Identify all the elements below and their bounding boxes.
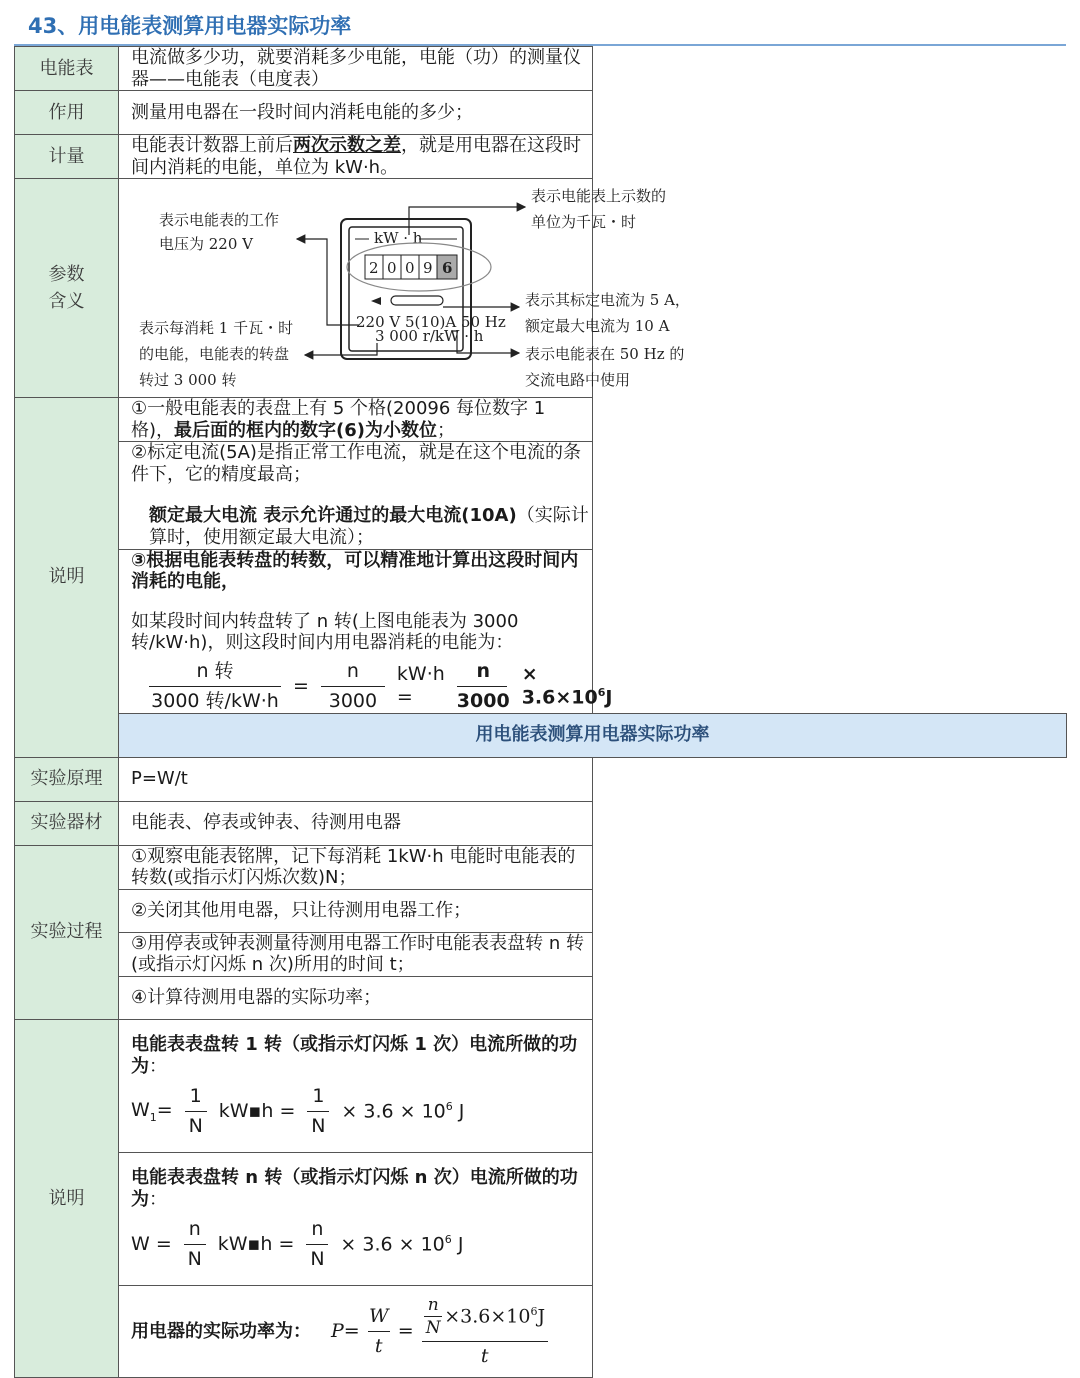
note-3-post: （实际计算时，使用额定最大电流）；	[149, 505, 589, 548]
row-note-3	[15, 549, 1067, 713]
note-3-bold: 额定最大电流 表示允许通过的最大电流(10A)	[149, 505, 517, 527]
row-note-1	[15, 397, 1067, 441]
text-function: 测量用电器在一段时间内消耗电能的多少；	[119, 91, 593, 135]
row-measure	[15, 135, 1067, 179]
note-4-line: ③根据电能表转盘的转数，可以精准地计算出这段时间内消耗的电能，	[131, 549, 579, 593]
row-step-4	[15, 976, 1067, 1019]
row-note2-c	[15, 1285, 1067, 1377]
section-2-header	[15, 713, 1067, 757]
p-frac-1	[368, 1305, 390, 1358]
row-step-3	[15, 932, 1067, 976]
meter-diagram	[119, 179, 1065, 391]
digit-3: 9	[423, 259, 433, 278]
ann-left-top-1: 表示电能表的工作	[159, 211, 280, 230]
p-frac-1-num: W	[368, 1305, 389, 1328]
w-j: J	[451, 1233, 464, 1256]
w1-symbol: W	[131, 1098, 150, 1121]
formula-power	[331, 1295, 548, 1369]
w-exp: 6	[444, 1232, 452, 1246]
digit-0: 2	[369, 259, 379, 278]
meter-unit-label: kW · h	[374, 229, 423, 248]
row-principle	[15, 757, 1067, 801]
note-5-line: 如某段时间内转盘转了 n 转(上图电能表为 3000 转/kW·h)，则这段时间内用电器消耗的电能为：	[131, 610, 519, 654]
w1-frac-2-den: N	[311, 1114, 326, 1137]
frac-1	[149, 660, 281, 713]
spec-line-1: 220 V 5(10)A 50 Hz	[356, 313, 506, 332]
formula-w	[131, 1218, 592, 1271]
meter-diagram-cell	[119, 179, 690, 398]
p-symbol: P=	[331, 1319, 360, 1342]
w1-sub: 1	[149, 1110, 157, 1124]
ann-right-bot-2: 交流电路中使用	[525, 371, 631, 390]
frac-3	[457, 660, 510, 713]
row-note-2	[15, 442, 1067, 549]
formula-j: J	[605, 686, 613, 709]
ann-left-top-2: 电压为 220 V	[159, 235, 253, 254]
w-frac-1-num: n	[188, 1218, 201, 1241]
frac-1-num: n 转	[196, 659, 234, 682]
w-frac-2-den: N	[310, 1247, 325, 1270]
label-meter: 电能表	[15, 47, 119, 91]
digit-1: 0	[387, 259, 397, 278]
w-symbol: W =	[131, 1233, 172, 1256]
text-principle: P=W/t	[119, 757, 593, 801]
row-note2-a	[15, 1019, 1067, 1152]
label-params	[15, 179, 119, 398]
label-function: 作用	[15, 91, 119, 135]
p-tail: ×3.6×10	[444, 1305, 531, 1328]
section-2-title: 用电能表测算用电器实际功率	[119, 713, 1067, 757]
formula-tail: × 3.6×10	[521, 663, 598, 709]
ann-right-mid-2: 额定最大电流为 10 A	[525, 317, 670, 336]
w1-unit: kW▪h =	[218, 1100, 296, 1123]
label-notes-1: 说明	[15, 397, 119, 757]
w-tail: × 3.6 × 10	[340, 1233, 445, 1256]
p-j: J	[537, 1305, 546, 1328]
spec-line-2: 3 000 r/kW · h	[375, 327, 484, 346]
note-3	[119, 549, 613, 713]
measure-post: ，就是用电器在这段时间内消耗的电能，单位为 kW·h。	[131, 135, 581, 178]
w1-frac-1	[185, 1085, 207, 1138]
w1-frac-2-num: 1	[312, 1085, 325, 1108]
note2-a-colon: ：	[149, 1055, 167, 1077]
p-inner-frac	[424, 1295, 442, 1339]
label-params-2: 含义	[48, 291, 85, 313]
ann-left-bot-3: 转过 3 000 转	[139, 371, 237, 390]
w-frac-2-num: n	[311, 1218, 324, 1241]
w-frac-2	[306, 1218, 328, 1271]
w-frac-1	[184, 1218, 206, 1271]
ann-left-bot-2: 的电能，电能表的转盘	[139, 345, 290, 364]
formula-unit: kW·h =	[396, 663, 445, 709]
note2-a-title: 电能表表盘转 1 转（或指示灯闪烁 1 次）电流所做的功为	[131, 1033, 578, 1077]
digit-2: 0	[405, 259, 415, 278]
note-2-line: ②标定电流(5A)是指正常工作电流，就是在这个电流的条件下，它的精度最高；	[131, 442, 581, 485]
row-params	[15, 179, 1067, 398]
row-function	[15, 91, 1067, 135]
digit-4: 6	[442, 259, 453, 278]
digit-boxes	[365, 255, 457, 279]
row-step-1	[15, 845, 1067, 889]
text-meter: 电流做多少功，就要消耗多少电能，电能（功）的测量仪器——电能表（电度表）	[119, 47, 593, 91]
p-inner-den: N	[425, 1317, 441, 1338]
step-2: ②关闭其他用电器，只让待测用电器工作；	[119, 889, 593, 932]
ann-right-top-2: 单位为千瓦・时	[531, 213, 637, 232]
note2-b-title: 电能表表盘转 n 转（或指示灯闪烁 n 次）电流所做的功为	[131, 1166, 578, 1210]
w1-frac-2	[307, 1085, 329, 1138]
ann-right-bot-1: 表示电能表在 50 Hz 的	[525, 345, 685, 364]
p-exp: 6	[530, 1304, 538, 1318]
frac-3-num: n	[476, 659, 490, 682]
frac-3-den: 3000	[456, 689, 510, 712]
text-measure	[119, 135, 593, 179]
w1-j: J	[452, 1100, 465, 1123]
frac-2-den: 3000	[328, 689, 378, 712]
row-meter	[15, 47, 1067, 91]
w1-eq: =	[156, 1098, 173, 1121]
measure-pre: 电能表计数器上前后	[131, 135, 293, 157]
p-eq: =	[397, 1319, 414, 1342]
note-2	[119, 442, 593, 549]
label-notes-2: 说明	[15, 1019, 119, 1377]
p-inner-num: n	[427, 1294, 439, 1315]
p-frac-1-den: t	[374, 1334, 383, 1357]
p-frac-2	[422, 1295, 548, 1369]
label-equipment: 实验器材	[15, 801, 119, 845]
rotor-window	[391, 296, 443, 305]
label-params-1: 参数	[48, 263, 85, 285]
ann-left-bot-1: 表示每消耗 1 千瓦・时	[139, 319, 294, 338]
step-3: ③用停表或钟表测量待测用电器工作时电能表表盘转 n 转(或指示灯闪烁 n 次)所用的时间 t；	[119, 932, 593, 976]
formula-w1	[131, 1085, 592, 1138]
label-principle: 实验原理	[15, 757, 119, 801]
p-frac-2-den: t	[480, 1345, 489, 1368]
note-1-pre: ①一般电能表的表盘上有 5 个格(20096 每位数字 1 格)，	[131, 397, 546, 441]
knowledge-table	[14, 46, 1067, 1378]
note2-b	[119, 1152, 593, 1285]
row-equipment	[15, 801, 1067, 845]
w1-frac-1-num: 1	[189, 1085, 202, 1108]
note-1	[119, 397, 593, 441]
step-1: ①观察电能表铭牌，记下每消耗 1kW·h 电能时电能表的转数(或指示灯闪烁次数)N；	[119, 845, 593, 889]
frac-2	[321, 660, 385, 713]
frac-2-num: n	[346, 659, 359, 682]
ann-right-top-1: 表示电能表上示数的	[531, 187, 667, 206]
note2-a	[119, 1019, 593, 1152]
row-step-2	[15, 889, 1067, 932]
note2-b-colon: ：	[149, 1188, 167, 1210]
energy-formula	[131, 659, 613, 713]
row-note2-b	[15, 1152, 1067, 1285]
text-equipment: 电能表、停表或钟表、待测用电器	[119, 801, 593, 845]
ann-right-mid-1: 表示其标定电流为 5 A，	[525, 291, 690, 310]
step-4: ④计算待测用电器的实际功率；	[119, 976, 593, 1019]
note-1-bold: 最后面的框内的数字(6)为小数位	[174, 419, 438, 441]
measure-bold: 两次示数之差	[293, 135, 401, 157]
formula-eq: =	[293, 674, 309, 697]
frac-1-den: 3000 转/kW·h	[151, 689, 279, 712]
formula-exp: 6	[597, 686, 606, 700]
note-1-post: ；	[437, 419, 456, 441]
w1-tail: × 3.6 × 10	[341, 1100, 446, 1123]
label-process: 实验过程	[15, 845, 119, 1019]
note2-c-title: 用电器的实际功率为：	[131, 1320, 311, 1342]
w1-frac-1-den: N	[188, 1114, 203, 1137]
page-title: 43、用电能表测算用电器实际功率	[28, 14, 352, 38]
note2-c	[119, 1285, 593, 1377]
w1-exp: 6	[445, 1099, 453, 1113]
w-unit: kW▪h =	[217, 1233, 295, 1256]
label-measure: 计量	[15, 135, 119, 179]
w-frac-1-den: N	[187, 1247, 202, 1270]
